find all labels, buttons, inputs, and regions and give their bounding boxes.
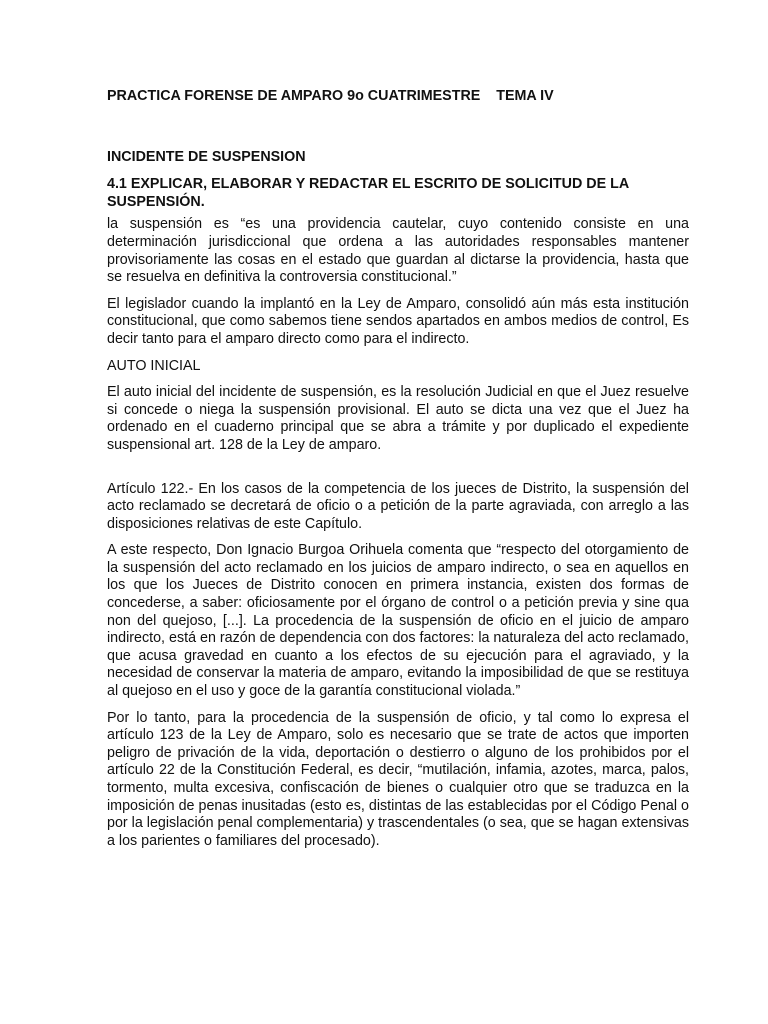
paragraph-auto-inicial: El auto inicial del incidente de suspensión, es la resolución Judicial en que el Juez resuelve si concede o niega la suspensión provisional. El auto se dicta una vez que el Juez ha ordenado en el cuaderno principal que se abra a trámite y por duplicado el expediente suspensional art. 128 de la Ley de amparo. bbox=[107, 384, 689, 453]
paragraph-definition: la suspensión es “es una providencia cautelar, cuyo contenido consiste en una determinación jurisdiccional que ordena a las autoridades responsables mantener provisoriamente las cosas en el estado que guardan al dictarse la providencia, hasta que se resuelva en definitiva la controversia constitucional.” bbox=[107, 216, 689, 286]
paragraph-articulo-123: Por lo tanto, para la procedencia de la suspensión de oficio, y tal como lo expresa el artículo 123 de la Ley de Amparo, solo es necesario que se trate de actos que importen peligro de privación de la vida, deportación o destierro o alguno de los prohibidos por el artículo 22 de la Constitución Federal, es decir, “mutilación, infamia, azotes, marca, palos, tormento, multa excesiva, confiscación de bienes o cualquier otro que se traduzca en la imposición de penas inusitadas (esto es, distintas de las establecidas por el Código Penal o por la legislación penal complementaria) y trascendentales (o sea, que se hagan extensivas a los parientes o familiares del procesado). bbox=[107, 709, 689, 849]
section-heading: INCIDENTE DE SUSPENSION bbox=[107, 148, 306, 165]
paragraph-burgoa-quote: A este respecto, Don Ignacio Burgoa Orihuela comenta que “respecto del otorgamiento de la suspensión del acto reclamado en los juicios de amparo indirecto, o sea en aquellos en los que los Jueces de Distrito conocen en primera instancia, existen dos formas de concederse, a saber: oficiosamente por el órgano de control o a petición previa y sine qua non del quejoso, [...]. La procedencia de la suspensión de oficio en el juicio de amparo indirecto, está en razón de dependencia con dos factores: la naturaleza del acto reclamado, que acusa gravedad en cuanto a los efectos de su ejecución para el agraviado, y la necesidad de conservar la materia de amparo, evitando la imposibilidad de que se restituya al quejoso en el uso y goce de la garantía constitucional violada.” bbox=[107, 542, 689, 700]
paragraph-legislator: El legislador cuando la implantó en la Ley de Amparo, consolidó aún más esta institución constitucional, que como sabemos tiene sendos apartados en ambos medios de control, Es decir tanto para el amparo directo como para el indirecto. bbox=[107, 295, 689, 347]
document-title: PRACTICA FORENSE DE AMPARO 9o CUATRIMESTRE TEMA IV bbox=[107, 88, 554, 104]
auto-inicial-heading: AUTO INICIAL bbox=[107, 357, 201, 374]
document-page bbox=[107, 88, 689, 850]
subsection-heading: 4.1 EXPLICAR, ELABORAR Y REDACTAR EL ESCRITO DE SOLICITUD DE LA SUSPENSIÓN. bbox=[107, 176, 629, 210]
paragraph-articulo-122: Artículo 122.- En los casos de la competencia de los jueces de Distrito, la suspensión del acto reclamado se decretará de oficio o a petición de la parte agraviada, con arreglo a las disposiciones relativas de este Capítulo. bbox=[107, 480, 689, 532]
